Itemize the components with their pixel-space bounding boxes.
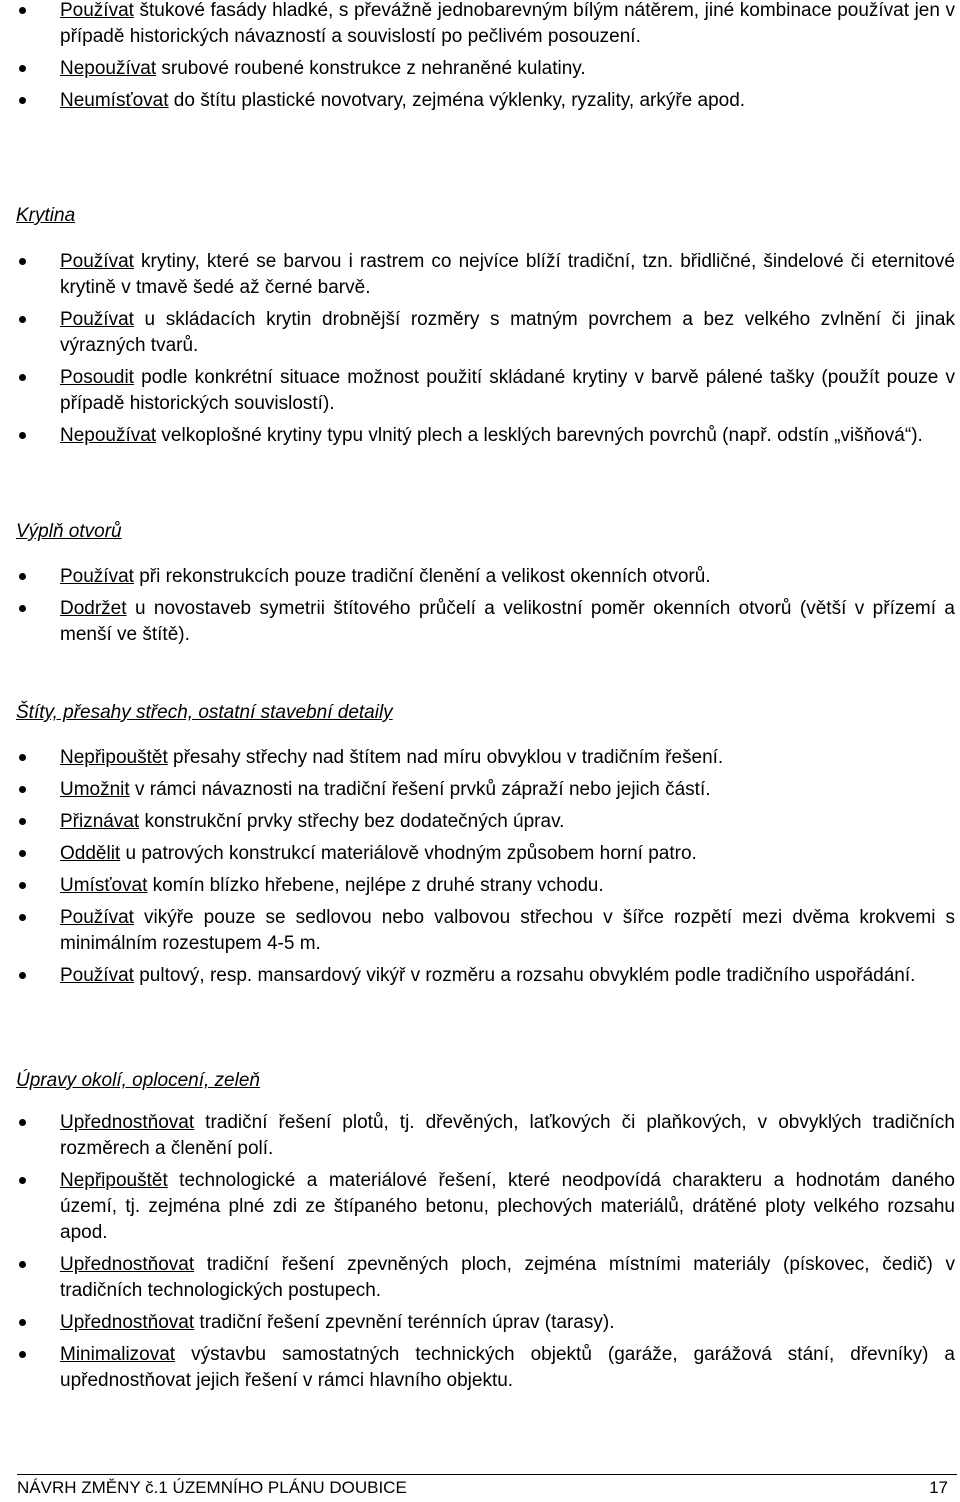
item-text: štukové fasády hladké, s převážně jednobarevným bílým nátěrem, jiné kombinace používat jen v případě historických návazností a souvislostí po pečlivém posouzení. [60, 0, 955, 47]
item-keyword: Dodržet [60, 598, 127, 619]
item-keyword: Nepoužívat [60, 58, 157, 79]
bullet-icon [19, 1177, 26, 1184]
item-text: u skládacích krytin drobnější rozměry s matným povrchem a bez velkého zvlnění či jinak výrazných tvarů. [60, 309, 955, 356]
footer-divider [17, 1474, 957, 1475]
item-text: u patrových konstrukcí materiálově vhodným způsobem horní patro. [120, 843, 697, 864]
list-item [0, 365, 960, 417]
item-keyword: Umísťovat [60, 875, 148, 896]
bullet-icon [19, 882, 26, 889]
item-text: přesahy střechy nad štítem nad míru obvyklou v tradičním řešení. [167, 747, 724, 768]
list-item [0, 777, 960, 803]
item-keyword: Upřednostňovat [60, 1112, 195, 1133]
item-text: technologické a materiálové řešení, které neodpovídá charakteru a hodnotám daného území, tj. zejména plné zdi ze štípaného betonu, plechových materiálů, drátěné ploty velkého rozsahu apod. [60, 1170, 955, 1243]
item-text: výstavbu samostatných technických objektů (garáže, garážová stání, dřevníky) a upřednostňovat jejich řešení v rámci hlavního objektu. [60, 1344, 955, 1391]
heading-krytina: Krytina [16, 205, 76, 226]
item-text: krytiny, které se barvou i rastrem co nejvíce blíží tradiční, tzn. břidličné, šindelové či eternitové krytině v tmavě šedé až černé barvě. [60, 251, 955, 298]
list-item [0, 249, 960, 301]
list-item [0, 963, 960, 989]
bullet-icon [19, 316, 26, 323]
item-keyword: Používat [60, 309, 134, 330]
item-keyword: Nepřipouštět [60, 1170, 168, 1191]
item-text: pultový, resp. mansardový vikýř v rozměru a rozsahu obvyklém podle tradičního uspořádání. [133, 965, 916, 986]
list-item [0, 423, 960, 449]
bullet-icon [19, 850, 26, 857]
item-text: podle konkrétní situace možnost použití skládané krytiny v barvě pálené tašky (použít pouze v případě historických souvislostí). [60, 367, 955, 414]
list-item [0, 745, 960, 771]
bullet-icon [19, 573, 26, 580]
bullet-icon [19, 786, 26, 793]
bullet-icon [19, 1119, 26, 1126]
item-keyword: Upřednostňovat [60, 1312, 195, 1333]
list-item [0, 873, 960, 899]
bullet-icon [19, 65, 26, 72]
list-item [0, 905, 960, 957]
item-keyword: Posoudit [60, 367, 134, 388]
heading-stity: Štíty, přesahy střech, ostatní stavební detaily [16, 702, 393, 723]
item-keyword: Nepoužívat [60, 425, 157, 446]
item-text: tradiční řešení zpevněných ploch, zejména místními materiály (pískovec, čedič) v tradičních technologických postupech. [60, 1254, 955, 1301]
bullet-icon [19, 1351, 26, 1358]
item-text: vikýře pouze se sedlovou nebo valbovou střechou v šířce rozpětí mezi dvěma krokvemi s minimálním rozestupem 4-5 m. [60, 907, 955, 954]
list-item [0, 1168, 960, 1246]
item-keyword: Používat [60, 566, 134, 587]
bullet-icon [19, 374, 26, 381]
bullet-icon [19, 1261, 26, 1268]
bullet-icon [19, 258, 26, 265]
list-item [0, 0, 960, 50]
top-list [0, 0, 960, 114]
list-item [0, 307, 960, 359]
bullet-icon [19, 97, 26, 104]
vypln-list [0, 564, 960, 648]
item-keyword: Oddělit [60, 843, 121, 864]
bullet-icon [19, 1319, 26, 1326]
item-keyword: Nepřipouštět [60, 747, 168, 768]
list-item [0, 1342, 960, 1394]
upravy-list [0, 1110, 960, 1394]
item-text: u novostaveb symetrii štítového průčelí a velikostní poměr okenních otvorů (větší v přízemí a menší ve štítě). [60, 598, 955, 645]
item-keyword: Přiznávat [60, 811, 140, 832]
list-item [0, 841, 960, 867]
list-item [0, 596, 960, 648]
krytina-list [0, 249, 960, 449]
item-text: do štítu plastické novotvary, zejména výklenky, ryzality, arkýře apod. [168, 90, 746, 111]
list-item [0, 1310, 960, 1336]
list-item [0, 1110, 960, 1162]
bullet-icon [19, 972, 26, 979]
item-text: tradiční řešení zpevnění terénních úprav (tarasy). [194, 1312, 615, 1333]
item-text: tradiční řešení plotů, tj. dřevěných, laťkových či plaňkových, v obvyklých tradičních rozměrech a členění polí. [60, 1112, 955, 1159]
bullet-icon [19, 432, 26, 439]
list-item [0, 564, 960, 590]
stity-list [0, 745, 960, 989]
footer-title: NÁVRH ZMĚNY č.1 ÚZEMNÍHO PLÁNU DOUBICE [17, 1478, 407, 1497]
item-text: konstrukční prvky střechy bez dodatečných úprav. [139, 811, 565, 832]
list-item [0, 809, 960, 835]
bullet-icon [19, 7, 26, 14]
item-keyword: Umožnit [60, 779, 130, 800]
list-item [0, 88, 960, 114]
item-text: velkoplošné krytiny typu vlnitý plech a lesklých barevných povrchů (např. odstín „višňová“). [156, 425, 923, 446]
list-item [0, 1252, 960, 1304]
bullet-icon [19, 818, 26, 825]
page-number: 17 [929, 1478, 948, 1497]
list-item [0, 56, 960, 82]
item-keyword: Používat [60, 0, 134, 21]
item-keyword: Neumísťovat [60, 90, 169, 111]
heading-upravy: Úpravy okolí, oplocení, zeleň [16, 1070, 260, 1091]
bullet-icon [19, 754, 26, 761]
bullet-icon [19, 914, 26, 921]
item-text: srubové roubené konstrukce z nehraněné kulatiny. [156, 58, 586, 79]
bullet-icon [19, 605, 26, 612]
item-keyword: Minimalizovat [60, 1344, 176, 1365]
item-keyword: Používat [60, 251, 134, 272]
item-keyword: Upřednostňovat [60, 1254, 195, 1275]
item-keyword: Používat [60, 907, 134, 928]
item-text: komín blízko hřebene, nejlépe z druhé strany vchodu. [147, 875, 604, 896]
item-keyword: Používat [60, 965, 134, 986]
item-text: při rekonstrukcích pouze tradiční členění a velikost okenních otvorů. [133, 566, 711, 587]
heading-vypln: Výplň otvorů [16, 521, 122, 542]
item-text: v rámci návaznosti na tradiční řešení prvků zápraží nebo jejich částí. [129, 779, 711, 800]
